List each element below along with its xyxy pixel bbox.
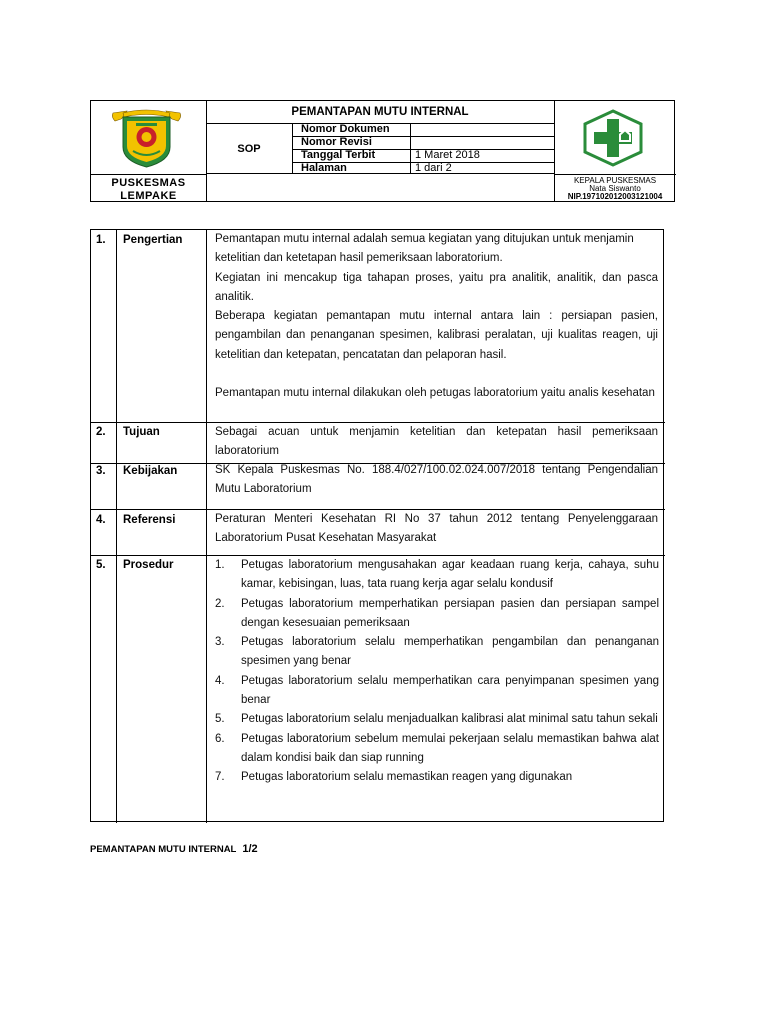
pengertian-paragraph: Beberapa kegiatan pemantapan mutu internal antara lain : persiapan pasien, pengambilan dan penanganan spesimen, kalibrasi peralatan, uji kualitas reagen, uji ketelitian dan ketepatan, pencatatan dan pelaporan hasil. bbox=[215, 310, 658, 361]
footer-title: PEMANTAPAN MUTU INTERNAL bbox=[90, 844, 237, 855]
list-item-text: Petugas laboratorium selalu memperhatikan pengambilan dan penanganan spesimen yang benar bbox=[241, 636, 659, 668]
signatory-name: Nata Siswanto bbox=[589, 184, 641, 193]
signatory-nip: NIP.197102012003121004 bbox=[567, 192, 663, 201]
sop-content-table bbox=[90, 229, 664, 822]
list-item-number: 2. bbox=[215, 597, 225, 610]
list-item-text: Petugas laboratorium mengusahakan agar keadaan ruang kerja, cahaya, suhu kamar, kebisingan, luas, tata ruang kerja agar selalu kondusif bbox=[241, 559, 659, 591]
page-footer bbox=[90, 843, 258, 855]
list-item-number: 4. bbox=[215, 674, 225, 687]
field-label-nomor-revisi: Nomor Revisi bbox=[301, 136, 372, 148]
list-item-text: Petugas laboratorium memperhatikan persiapan pasien dan persiapan sampel dengan kesesuaian pemeriksaan bbox=[241, 597, 659, 629]
puskesmas-cross-logo bbox=[581, 109, 645, 167]
referensi-text: Peraturan Menteri Kesehatan RI No 37 tahun 2012 tentang Penyelenggaraan Laboratorium Pusat Kesehatan Masyarakat bbox=[215, 513, 658, 545]
section-label-pengertian: Pengertian bbox=[123, 234, 183, 246]
section-label-tujuan: Tujuan bbox=[123, 426, 160, 438]
list-item-text: Petugas laboratorium selalu memastikan reagen yang digunakan bbox=[241, 771, 573, 784]
list-item bbox=[211, 672, 659, 711]
list-item bbox=[211, 730, 659, 769]
section-label-kebijakan: Kebijakan bbox=[123, 465, 178, 477]
kota-emblem-logo bbox=[109, 107, 184, 169]
list-item bbox=[211, 710, 659, 729]
list-item bbox=[211, 768, 659, 787]
list-item bbox=[211, 556, 659, 595]
section-label-referensi: Referensi bbox=[123, 514, 176, 526]
org-name-line2: LEMPAKE bbox=[120, 190, 177, 202]
list-item-number: 5. bbox=[215, 713, 225, 726]
field-value-halaman: 1 dari 2 bbox=[415, 162, 452, 174]
footer-page-number: 1/2 bbox=[242, 843, 258, 855]
tujuan-text: Sebagai acuan untuk menjamin ketelitian dan ketepatan hasil pemeriksaan laboratorium bbox=[215, 426, 658, 458]
column-divider bbox=[206, 230, 207, 823]
section-number: 1. bbox=[96, 234, 106, 246]
header-divider bbox=[554, 174, 676, 175]
section-number: 2. bbox=[96, 426, 106, 438]
section-label-prosedur: Prosedur bbox=[123, 559, 174, 571]
kebijakan-text: SK Kepala Puskesmas No. 188.4/027/100.02.024.007/2018 tentang Pengendalian Mutu Laboratorium bbox=[215, 464, 658, 496]
column-divider bbox=[116, 230, 117, 823]
signatory-role: KEPALA PUSKESMAS bbox=[573, 176, 657, 185]
list-item bbox=[211, 633, 659, 672]
pengertian-paragraph: Kegiatan ini mencakup tiga tahapan proses, yaitu pra analitik, analitik, dan pasca analitik. bbox=[215, 271, 658, 303]
field-value-tanggal-terbit: 1 Maret 2018 bbox=[415, 149, 480, 161]
sop-header-table bbox=[90, 100, 675, 202]
header-divider bbox=[91, 174, 206, 175]
list-item-number: 3. bbox=[215, 636, 225, 649]
list-item-text: Petugas laboratorium selalu menjadualkan kalibrasi alat minimal satu tahun sekali bbox=[241, 713, 658, 726]
document-title: PEMANTAPAN MUTU INTERNAL bbox=[291, 106, 469, 118]
header-divider bbox=[206, 173, 554, 174]
section-number: 5. bbox=[96, 559, 106, 571]
field-label-nomor-dokumen: Nomor Dokumen bbox=[301, 123, 390, 135]
list-item-text: Petugas laboratorium sebelum memulai pekerjaan selalu memastikan bahwa alat dalam kondisi baik dan siap running bbox=[241, 732, 659, 764]
pengertian-paragraph: Pemantapan mutu internal adalah semua kegiatan yang ditujukan untuk menjamin ketelitian dan ketetapan hasil pemeriksaan laboratorium. bbox=[215, 233, 634, 265]
field-divider bbox=[292, 123, 293, 173]
list-item-number: 7. bbox=[215, 771, 225, 784]
list-item-text: Petugas laboratorium selalu memperhatikan cara penyimpanan spesimen yang benar bbox=[241, 674, 659, 707]
sop-label: SOP bbox=[237, 143, 261, 155]
field-label-tanggal-terbit: Tanggal Terbit bbox=[301, 149, 376, 161]
pengertian-paragraph: Pemantapan mutu internal dilakukan oleh petugas laboratorium yaitu analis kesehatan bbox=[215, 387, 655, 400]
prosedur-list bbox=[211, 556, 659, 818]
list-item-number: 1. bbox=[215, 559, 225, 571]
list-item-number: 6. bbox=[215, 732, 225, 745]
list-item bbox=[211, 595, 659, 634]
section-number: 3. bbox=[96, 465, 106, 477]
section-number: 4. bbox=[96, 514, 106, 526]
field-divider bbox=[410, 123, 411, 173]
field-label-halaman: Halaman bbox=[301, 162, 347, 174]
org-name-line1: PUSKESMAS bbox=[111, 177, 186, 189]
